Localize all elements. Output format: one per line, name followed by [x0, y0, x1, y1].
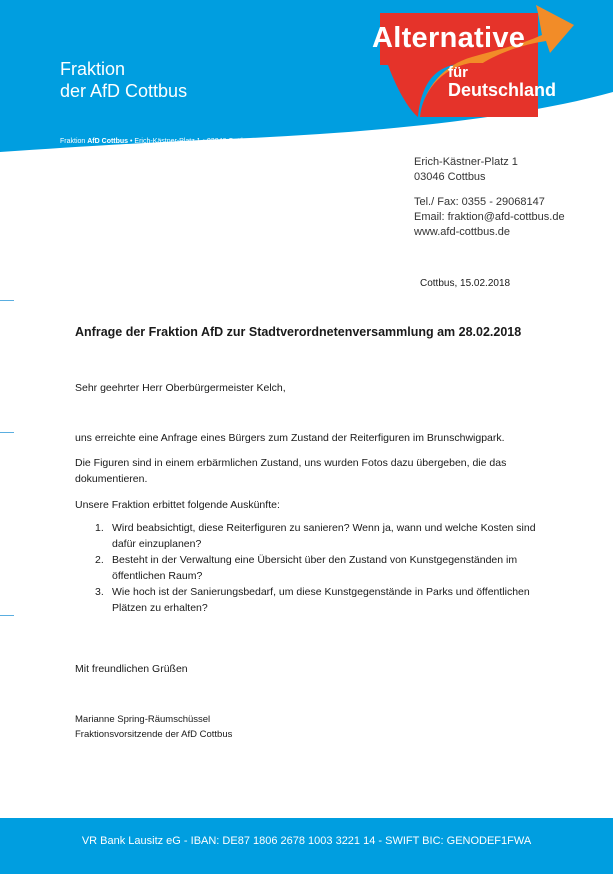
question-list [75, 520, 545, 616]
salutation: Sehr geehrter Herr Oberbürgermeister Kelch, [75, 382, 286, 394]
contact-email: Email: fraktion@afd-cottbus.de [414, 211, 565, 223]
signer-name: Marianne Spring-Räumschüssel [75, 714, 211, 725]
logo-text-alternative: Alternative [372, 22, 526, 54]
question-item [75, 520, 545, 552]
contact-phone: Tel./ Fax: 0355 - 29068147 [414, 196, 545, 208]
question-number: 3. [95, 586, 104, 598]
closing: Mit freundlichen Grüßen [75, 663, 188, 675]
contact-block [414, 155, 565, 240]
address-street: Erich-Kästner-Platz 1 [414, 156, 518, 168]
sender-bold: AfD Cottbus [87, 138, 129, 145]
letter-subject: Anfrage der Fraktion AfD zur Stadtverordnetenversammlung am 28.02.2018 [75, 325, 522, 339]
sender-prefix: Fraktion [60, 138, 86, 145]
signer-title: Fraktionsvorsitzende der AfD Cottbus [75, 729, 233, 740]
question-item [75, 552, 545, 584]
fold-mark [0, 615, 14, 616]
question-item [75, 584, 545, 616]
paragraph-2: Die Figuren sind in einem erbärmlichen Zustand, uns wurden Fotos dazu übergeben, die das dokumentieren. [75, 457, 507, 485]
question-text: Wird beabsichtigt, diese Reiterfiguren zu sanieren? Wenn ja, wann und welche Kosten sind dafür einzuplanen? [112, 522, 536, 550]
letter-date: Cottbus, 15.02.2018 [420, 278, 511, 289]
signature-block [75, 712, 232, 742]
contact-web: www.afd-cottbus.de [414, 226, 510, 238]
logo-text-deutschland: Deutschland [448, 80, 557, 100]
paragraph-1: uns erreichte eine Anfrage eines Bürgers zum Zustand der Reiterfiguren im Brunschwigpark. [75, 432, 505, 444]
fold-mark [0, 300, 14, 301]
sender-rest: • Erich-Kästner-Platz 1 • 03046 Cottbus [130, 138, 253, 145]
question-text: Besteht in der Verwaltung eine Übersicht über den Zustand von Kunstgegenständen im öffentlichen Raum? [112, 554, 518, 582]
address-city: 03046 Cottbus [414, 171, 486, 183]
sender-return-address [60, 138, 252, 145]
footer-band [0, 818, 613, 874]
question-number: 2. [95, 554, 104, 566]
faction-name-line1: Fraktion [60, 59, 126, 79]
footer-bank-details: VR Bank Lausitz eG - IBAN: DE87 1806 2678 1003 3221 14 - SWIFT BIC: GENODEF1FWA [81, 835, 532, 847]
logo-text-fuer: für [448, 64, 468, 81]
faction-name [60, 58, 280, 102]
question-text: Wie hoch ist der Sanierungsbedarf, um diese Kunstgegenstände in Parks und öffentlichen Plätzen zu erhalten? [112, 586, 530, 614]
question-number: 1. [95, 522, 104, 534]
paragraph-3: Unsere Fraktion erbittet folgende Auskünfte: [75, 499, 280, 511]
punch-mark [0, 432, 14, 433]
faction-name-line2: der AfD Cottbus [60, 81, 188, 101]
